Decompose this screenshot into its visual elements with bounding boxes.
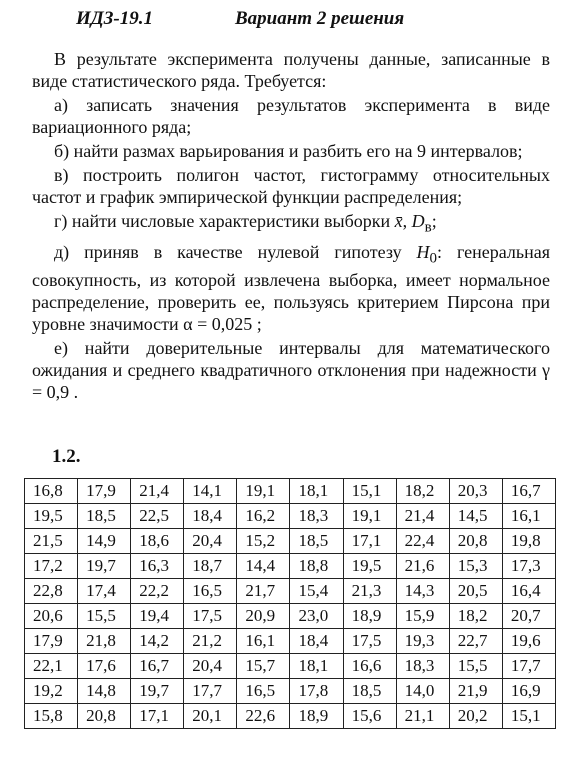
table-cell: 14,1 xyxy=(184,479,237,504)
table-row xyxy=(25,704,556,729)
table-row xyxy=(25,554,556,579)
table-row xyxy=(25,504,556,529)
table-cell: 17,6 xyxy=(78,654,131,679)
variant-title: Вариант 2 решения xyxy=(235,8,405,29)
table-cell: 17,8 xyxy=(290,679,343,704)
variance-symbol: D xyxy=(411,211,425,231)
task-item-e-prefix: д) приняв в качестве нулевой гипотезу xyxy=(54,241,402,262)
table-cell: 19,3 xyxy=(396,629,449,654)
table-cell: 20,4 xyxy=(184,654,237,679)
table-cell: 19,8 xyxy=(502,529,555,554)
assignment-code: ИДЗ-19.1 xyxy=(76,8,154,29)
table-cell: 21,1 xyxy=(396,704,449,729)
table-cell: 15,1 xyxy=(502,704,555,729)
table-cell: 15,4 xyxy=(290,579,343,604)
table-cell: 14,5 xyxy=(449,504,502,529)
task-item-e xyxy=(32,241,550,336)
table-cell: 16,7 xyxy=(502,479,555,504)
table-cell: 16,5 xyxy=(237,679,290,704)
table-cell: 15,3 xyxy=(449,554,502,579)
table-cell: 15,8 xyxy=(25,704,78,729)
table-cell: 20,8 xyxy=(78,704,131,729)
table-cell: 17,2 xyxy=(25,554,78,579)
separator: , xyxy=(402,211,412,231)
item-d-end: ; xyxy=(431,211,437,231)
table-cell: 16,2 xyxy=(237,504,290,529)
table-cell: 19,7 xyxy=(78,554,131,579)
table-cell: 22,7 xyxy=(449,629,502,654)
table-cell: 16,5 xyxy=(184,579,237,604)
table-cell: 18,9 xyxy=(290,704,343,729)
table-cell: 18,2 xyxy=(449,604,502,629)
table-cell: 21,5 xyxy=(25,529,78,554)
table-cell: 17,7 xyxy=(502,654,555,679)
table-cell: 14,0 xyxy=(396,679,449,704)
table-cell: 18,5 xyxy=(290,529,343,554)
table-cell: 20,5 xyxy=(449,579,502,604)
table-cell: 19,4 xyxy=(131,604,184,629)
table-cell: 20,6 xyxy=(25,604,78,629)
table-cell: 19,2 xyxy=(25,679,78,704)
table-cell: 22,1 xyxy=(25,654,78,679)
table-cell: 19,1 xyxy=(237,479,290,504)
table-cell: 17,5 xyxy=(184,604,237,629)
table-cell: 16,1 xyxy=(237,629,290,654)
table-cell: 17,5 xyxy=(343,629,396,654)
table-row xyxy=(25,654,556,679)
section-title: 1.2. xyxy=(52,446,81,467)
table-cell: 21,7 xyxy=(237,579,290,604)
table-cell: 15,2 xyxy=(237,529,290,554)
table-cell: 20,8 xyxy=(449,529,502,554)
table-cell: 14,8 xyxy=(78,679,131,704)
table-cell: 20,4 xyxy=(184,529,237,554)
table-cell: 17,3 xyxy=(502,554,555,579)
table-cell: 15,9 xyxy=(396,604,449,629)
table-cell: 16,9 xyxy=(502,679,555,704)
table-cell: 20,1 xyxy=(184,704,237,729)
data-table xyxy=(24,478,556,729)
table-row xyxy=(25,579,556,604)
table-cell: 20,3 xyxy=(449,479,502,504)
task-item-c: в) построить полигон частот, гистограмму относительных частот и график эмпирической функции распределения; xyxy=(32,165,550,207)
table-cell: 18,5 xyxy=(343,679,396,704)
table-cell: 17,4 xyxy=(78,579,131,604)
table-cell: 21,4 xyxy=(131,479,184,504)
table-cell: 15,5 xyxy=(78,604,131,629)
table-cell: 18,6 xyxy=(131,529,184,554)
table-cell: 15,5 xyxy=(449,654,502,679)
table-cell: 15,6 xyxy=(343,704,396,729)
table-cell: 19,1 xyxy=(343,504,396,529)
task-item-b: б) найти размах варьирования и разбить его на 9 интервалов; xyxy=(54,141,523,161)
task-item-a: а) записать значения результатов эксперимента в виде вариационного ряда; xyxy=(32,95,550,137)
table-cell: 17,7 xyxy=(184,679,237,704)
table-cell: 18,4 xyxy=(184,504,237,529)
table-cell: 21,3 xyxy=(343,579,396,604)
table-cell: 14,9 xyxy=(78,529,131,554)
table-cell: 18,1 xyxy=(290,654,343,679)
table-row xyxy=(25,679,556,704)
table-cell: 18,1 xyxy=(290,479,343,504)
table-cell: 16,3 xyxy=(131,554,184,579)
table-cell: 19,5 xyxy=(343,554,396,579)
table-cell: 18,3 xyxy=(290,504,343,529)
page-header xyxy=(0,8,580,32)
task-item-d xyxy=(32,210,550,239)
table-cell: 18,2 xyxy=(396,479,449,504)
table-cell: 23,0 xyxy=(290,604,343,629)
table-cell: 21,6 xyxy=(396,554,449,579)
table-row xyxy=(25,629,556,654)
table-cell: 20,7 xyxy=(502,604,555,629)
variance-subscript: в xyxy=(424,219,432,236)
table-row xyxy=(25,479,556,504)
table-cell: 16,4 xyxy=(502,579,555,604)
table-cell: 14,2 xyxy=(131,629,184,654)
table-cell: 17,9 xyxy=(78,479,131,504)
table-cell: 18,3 xyxy=(396,654,449,679)
xbar-symbol: x̄ xyxy=(394,211,403,231)
table-cell: 18,8 xyxy=(290,554,343,579)
table-cell: 22,6 xyxy=(237,704,290,729)
intro-paragraph: В результате эксперимента получены данные, записанные в виде статистического ряда. Требуется: xyxy=(32,49,550,91)
table-cell: 16,8 xyxy=(25,479,78,504)
table-cell: 17,9 xyxy=(25,629,78,654)
table-cell: 21,9 xyxy=(449,679,502,704)
hypothesis-symbol: H xyxy=(416,241,430,262)
table-cell: 16,6 xyxy=(343,654,396,679)
table-cell: 22,5 xyxy=(131,504,184,529)
table-cell: 19,6 xyxy=(502,629,555,654)
table-cell: 22,4 xyxy=(396,529,449,554)
table-cell: 18,7 xyxy=(184,554,237,579)
table-cell: 17,1 xyxy=(343,529,396,554)
table-row xyxy=(25,604,556,629)
table-cell: 19,7 xyxy=(131,679,184,704)
table-cell: 22,2 xyxy=(131,579,184,604)
table-cell: 20,2 xyxy=(449,704,502,729)
table-cell: 21,4 xyxy=(396,504,449,529)
task-item-e-rest: : генеральная совокупность, из которой извлечена выборка, имеет нормальное распределение, проверить ее, пользуясь критерием Пирсона при уровне значимости α = 0,025 ; xyxy=(32,241,550,335)
table-cell: 19,5 xyxy=(25,504,78,529)
hypothesis-subscript: 0 xyxy=(429,250,438,267)
table-cell: 16,7 xyxy=(131,654,184,679)
task-item-f: е) найти доверительные интервалы для математического ожидания и среднего квадратичного отклонения при надежности γ = 0,9 . xyxy=(32,338,550,403)
task-text xyxy=(32,48,550,405)
table-row xyxy=(25,529,556,554)
table-cell: 18,4 xyxy=(290,629,343,654)
table-cell: 16,1 xyxy=(502,504,555,529)
table-cell: 15,7 xyxy=(237,654,290,679)
table-cell: 15,1 xyxy=(343,479,396,504)
table-cell: 14,4 xyxy=(237,554,290,579)
table-cell: 21,2 xyxy=(184,629,237,654)
task-item-d-text: г) найти числовые характеристики выборки xyxy=(54,211,391,231)
table-cell: 20,9 xyxy=(237,604,290,629)
table-cell: 17,1 xyxy=(131,704,184,729)
table-cell: 18,5 xyxy=(78,504,131,529)
table-cell: 21,8 xyxy=(78,629,131,654)
table-cell: 22,8 xyxy=(25,579,78,604)
table-cell: 18,9 xyxy=(343,604,396,629)
table-cell: 14,3 xyxy=(396,579,449,604)
